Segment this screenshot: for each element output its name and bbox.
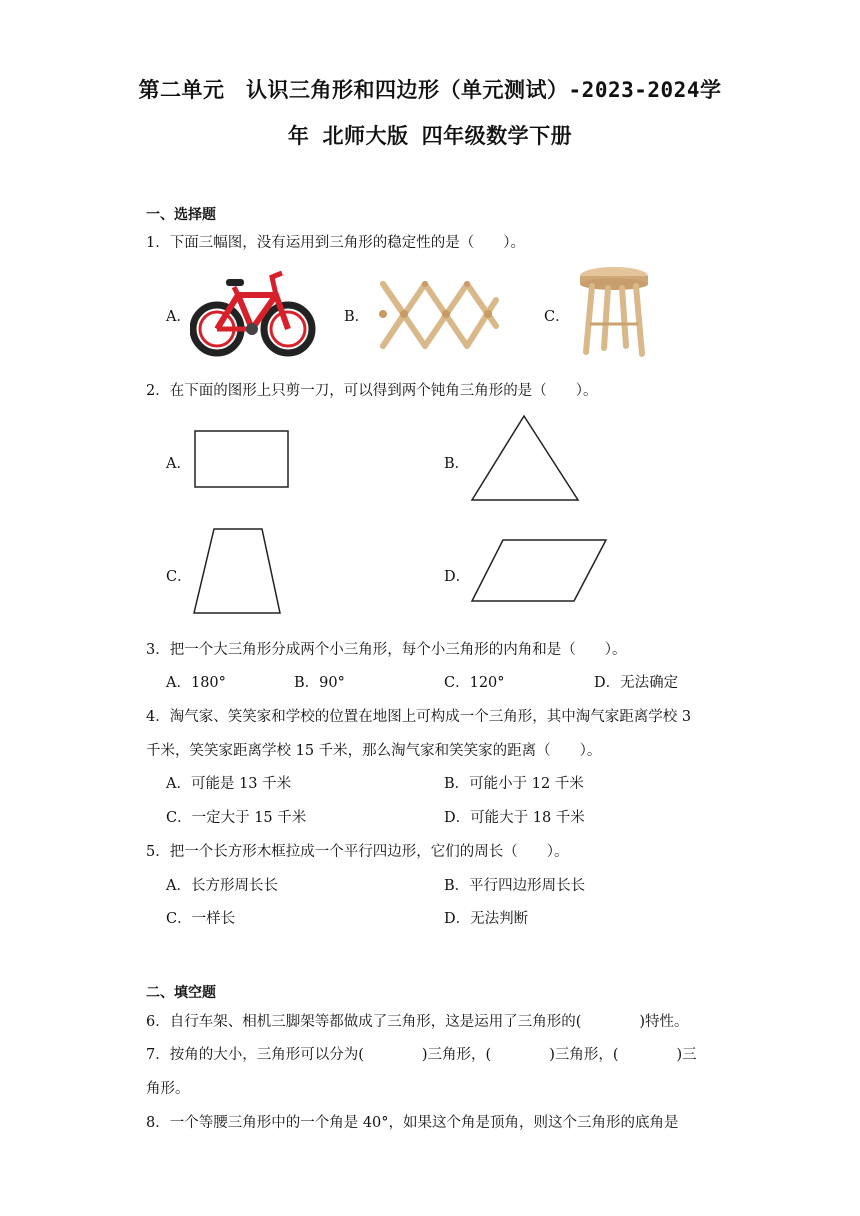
q3-option-a: A．180° [166, 675, 226, 691]
rectangle-shape [194, 430, 290, 490]
q3-option-b: B．90° [294, 675, 345, 691]
question-6-text: 6．自行车架、相机三脚架等都做成了三角形，这是运用了三角形的( )特性。 [146, 1014, 689, 1030]
q1-option-b-label: B． [344, 309, 370, 325]
q5-option-c: C．一样长 [166, 911, 236, 927]
section-heading-fill-in: 二、填空题 [146, 985, 216, 1001]
page-title-line1: 第二单元 认识三角形和四边形（单元测试）-2023-2024学 [138, 78, 722, 102]
q2-option-b-label: B． [444, 456, 470, 472]
q4-option-a: A．可能是 13 千米 [166, 776, 292, 792]
stool-icon [578, 264, 650, 360]
triangle-shape [470, 414, 582, 504]
folding-rack-icon [378, 270, 502, 360]
question-7-line1: 7．按角的大小，三角形可以分为( )三角形，( )三角形，( )三 [146, 1047, 697, 1063]
q4-option-c: C．一定大于 15 千米 [166, 810, 307, 826]
q3-option-c: C．120° [444, 675, 505, 691]
q4-option-b: B．可能小于 12 千米 [444, 776, 584, 792]
q2-option-a-label: A． [166, 456, 191, 472]
question-1-text: 1．下面三幅图，没有运用到三角形的稳定性的是（ ）。 [146, 235, 525, 251]
question-8-text: 8．一个等腰三角形中的一个角是 40°，如果这个角是顶角，则这个三角形的底角是 [146, 1115, 679, 1131]
q2-option-c-label: C． [166, 569, 192, 585]
q4-option-d: D．可能大于 18 千米 [444, 810, 585, 826]
section-heading-choice: 一、选择题 [146, 207, 216, 223]
page-title-line2: 年 北师大版 四年级数学下册 [287, 124, 573, 148]
trapezoid-shape [192, 527, 284, 617]
q2-option-d-label: D． [444, 569, 471, 585]
q5-option-d: D．无法判断 [444, 911, 529, 927]
bicycle-icon [190, 265, 318, 359]
question-5-text: 5．把一个长方形木框拉成一个平行四边形，它们的周长（ ）。 [146, 844, 569, 860]
q1-option-c-label: C． [544, 309, 570, 325]
q5-option-a: A．长方形周长长 [166, 878, 278, 894]
question-7-line2: 角形。 [146, 1081, 190, 1097]
question-4-line2: 千米，笑笑家距离学校 15 千米，那么淘气家和笑笑家的距离（ ）。 [146, 743, 602, 759]
q3-option-d: D．无法确定 [594, 675, 679, 691]
question-3-text: 3．把一个大三角形分成两个小三角形，每个小三角形的内角和是（ ）。 [146, 642, 627, 658]
q1-option-a-label: A． [166, 309, 191, 325]
parallelogram-shape [470, 538, 610, 604]
question-4-line1: 4．淘气家、笑笑家和学校的位置在地图上可构成一个三角形，其中淘气家距离学校 3 [146, 709, 692, 725]
q5-option-b: B．平行四边形周长长 [444, 878, 586, 894]
question-2-text: 2．在下面的图形上只剪一刀，可以得到两个钝角三角形的是（ ）。 [146, 383, 598, 399]
